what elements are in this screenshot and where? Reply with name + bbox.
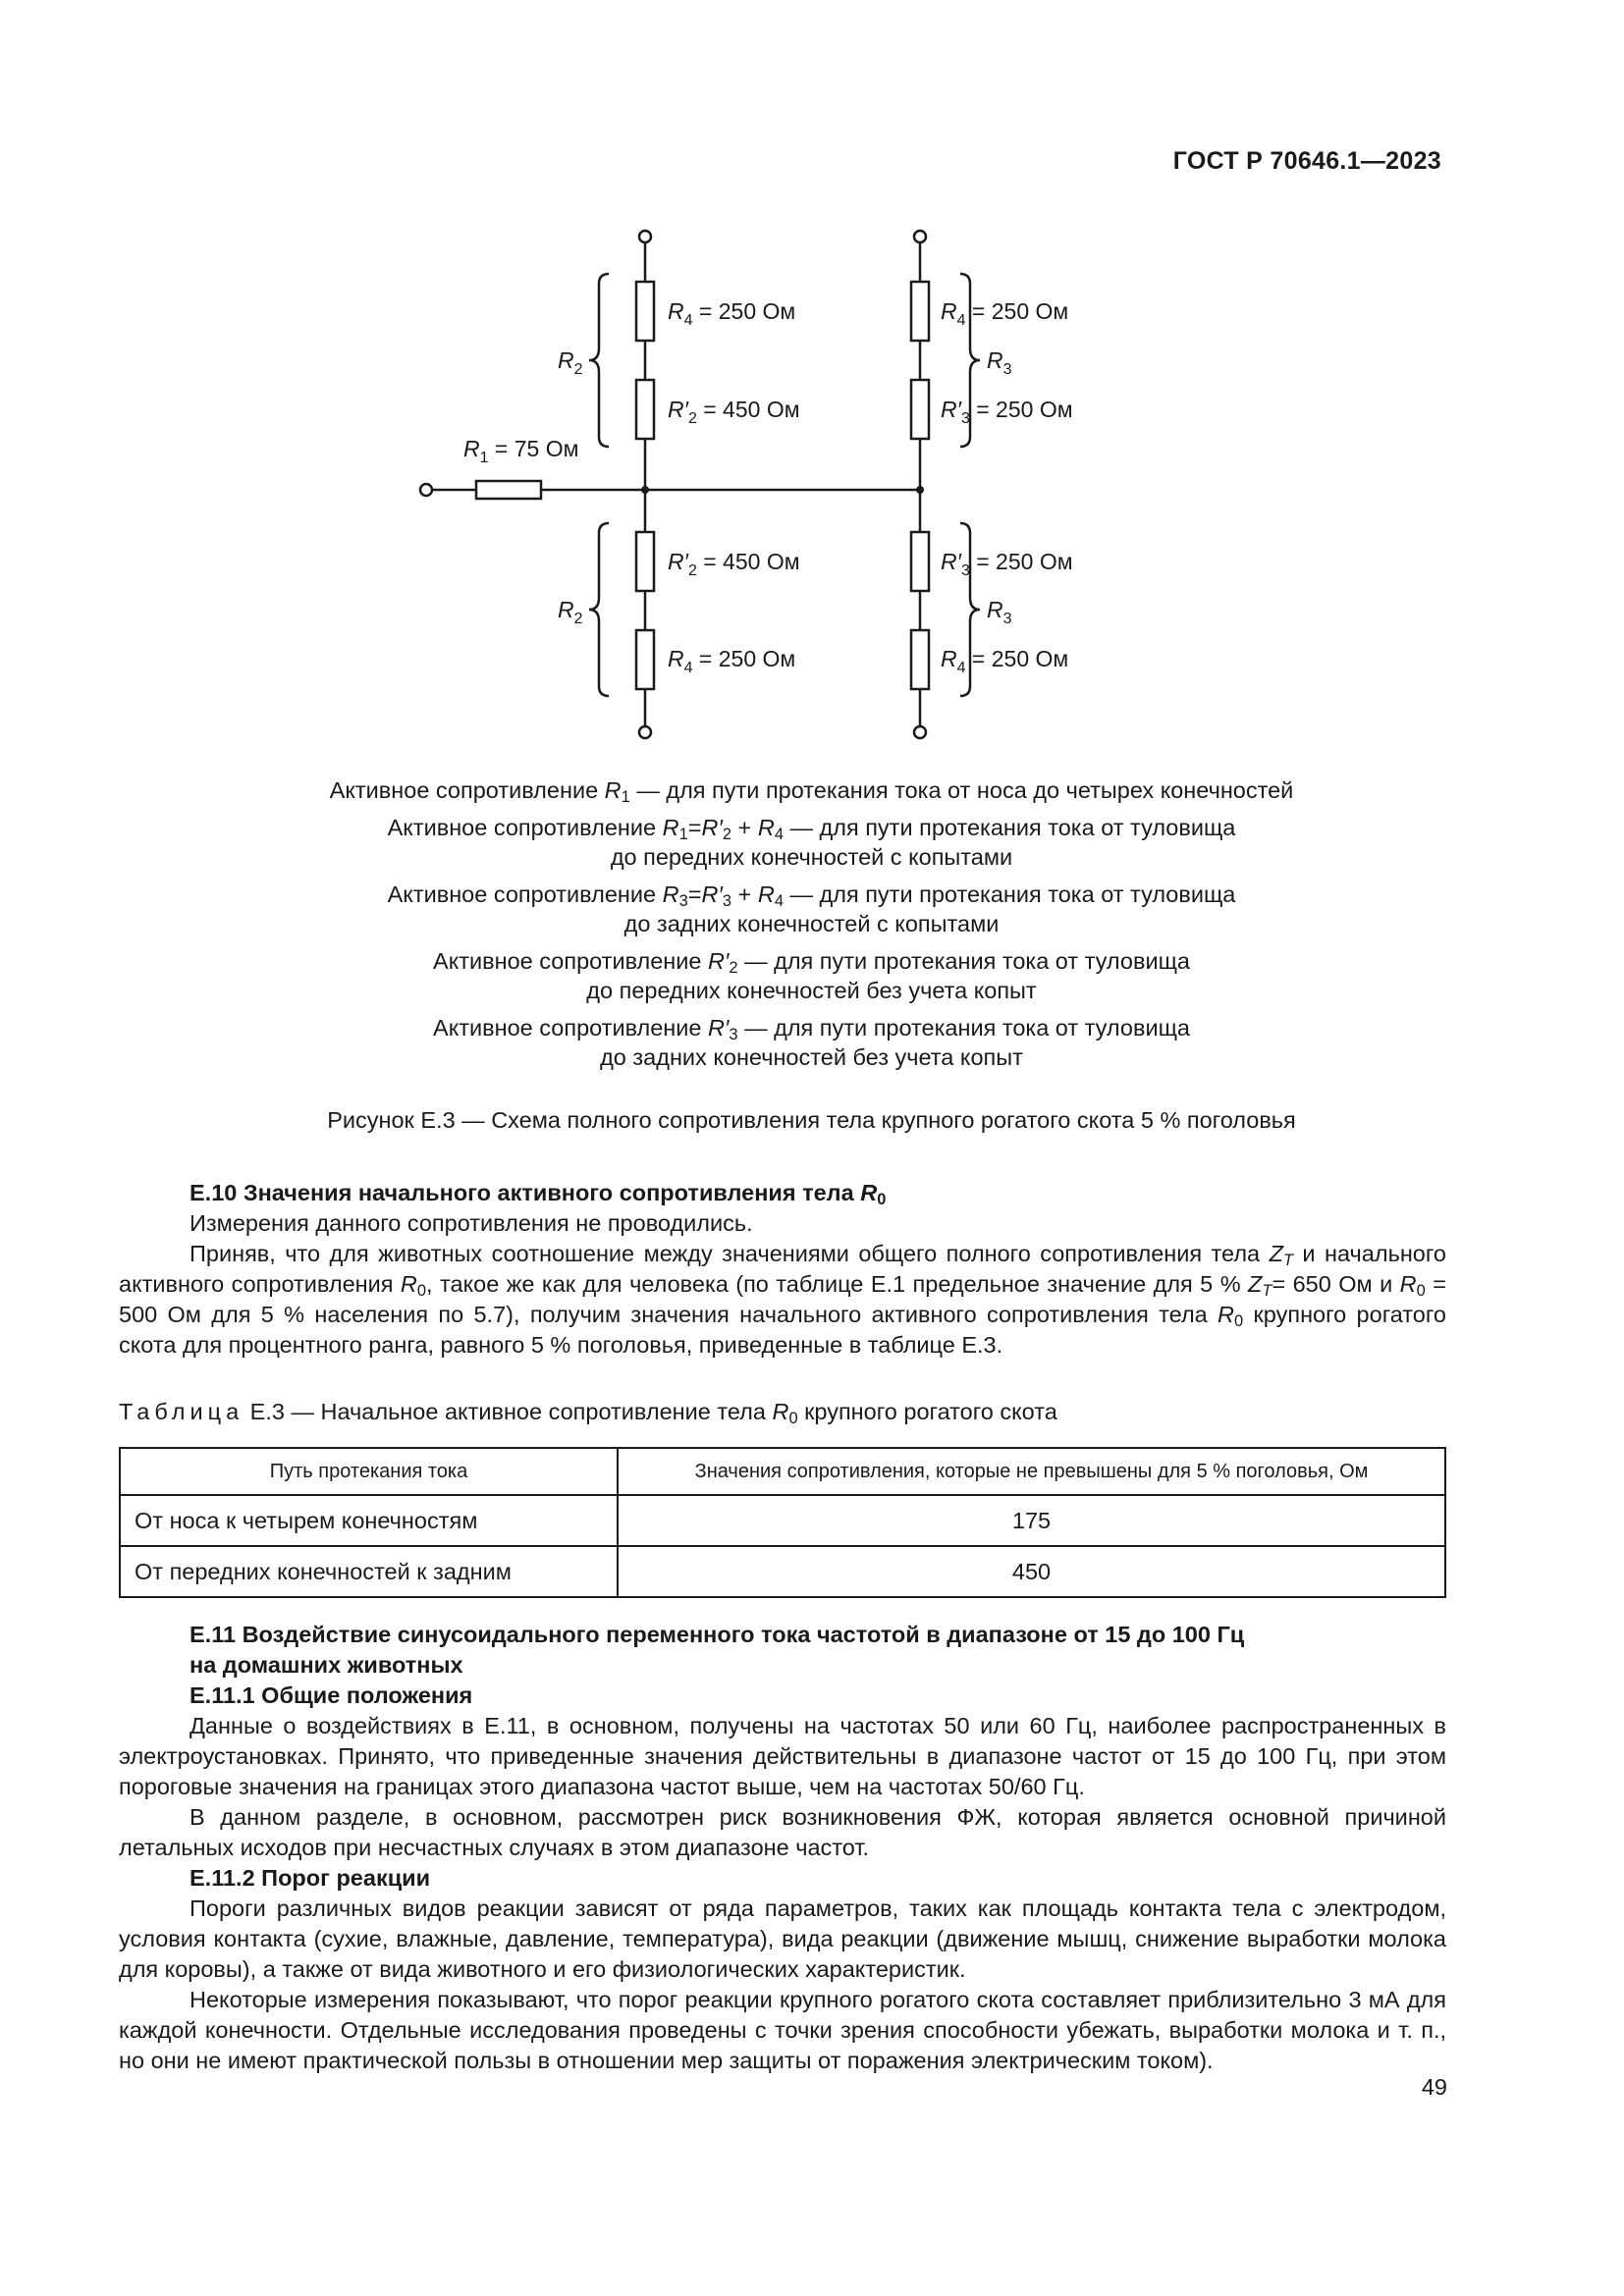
section-e10-p1: Измерения данного сопротивления не проводились. (189, 1210, 753, 1236)
brace-r2-top (589, 274, 609, 447)
section-e11-p2: В данном разделе, в основном, рассмотрен риск возникновения ФЖ, которая является основной причиной летальных исходов при несчастных случаях в этом диапазоне частот. (119, 1804, 1446, 1860)
table-header-values: Значения сопротивления, которые не превышены для 5 % поголовья, Ом (618, 1448, 1445, 1495)
label-r4-top-left: $R_4 = 250$ Ом (668, 298, 796, 329)
label-r2p-bottom-left: $R'_2 = 450$ Ом (668, 549, 800, 579)
section-e11-heading-cont: на домашних животных (189, 1652, 463, 1678)
junction-right (916, 486, 924, 494)
section-e11-p4: Некоторые измерения показывают, что порог реакции крупного рогатого скота составляет приблизительно 3 мА для каждой конечности. Отдельные исследования проведены с точки зрения способности убежать, выработки молока и т. п., но они не имеют практической пользы в отношении мер защиты от поражения электрическим током). (119, 1987, 1446, 2073)
document-header: ГОСТ Р 70646.1—2023 (1172, 147, 1441, 175)
resistor-r4-top-left (636, 282, 654, 341)
table-row (120, 1546, 1445, 1597)
terminal-bottom-right (914, 726, 926, 738)
terminal-input (420, 484, 432, 496)
table-row (120, 1495, 1445, 1546)
section-e11 (119, 1620, 1446, 2076)
legend-line-3: Активное сопротивление $R_3=R'_3 + R_4$ — для пути протекания тока от туловища до задних конечностей с копытами (387, 881, 1236, 936)
resistor-r4-top-right (911, 282, 929, 341)
table-caption: Таблица Е.3 — Начальное активное сопротивление тела $R_0$ крупного рогатого скота (119, 1399, 1057, 1427)
legend-line-5: Активное сопротивление $R'_3$ — для пути протекания тока от туловища до задних конечностей без учета копыт (433, 1015, 1190, 1070)
legend-line-4: Активное сопротивление $R'_2$ — для пути протекания тока от туловища до передних конечностей без учета копыт (433, 948, 1190, 1003)
figure-legend (177, 775, 1446, 1080)
label-r1: $R_1 = 75$ Ом (463, 436, 579, 466)
brace-label-r3-bottom: $R_3$ (987, 597, 1012, 627)
legend-line-2: Активное сопротивление $R_1=R'_2 + R_4$ — для пути протекания тока от туловища до передних конечностей с копытами (387, 815, 1236, 870)
terminal-bottom-left (639, 726, 651, 738)
brace-r2-bottom (589, 523, 609, 696)
resistor-r4-bottom-right (911, 630, 929, 689)
resistor-r4-bottom-left (636, 630, 654, 689)
section-e11-p1: Данные о воздействиях в Е.11, в основном, получены на частотах 50 или 60 Гц, наиболее распространенных в электроустановках. Принято, что приведенные значения действительны в диапазоне частот от 15 до 100 Гц, при этом пороговые значения на границах этого диапазона частот выше, чем на частотах 50/60 Гц. (119, 1713, 1446, 1799)
table-header-path: Путь протекания тока (120, 1448, 618, 1495)
brace-label-r2-bottom: $R_2$ (558, 597, 583, 627)
section-e11-p3: Пороги различных видов реакции зависят от ряда параметров, таких как площадь контакта тела с электродом, условия контакта (сухие, влажные, давление, температура), вида реакции (движение мышц, снижение выработки молока для коровы), а также от вида животного и его физиологических характеристик. (119, 1896, 1446, 1982)
resistance-table (119, 1447, 1446, 1598)
table-cell: 175 (618, 1495, 1445, 1546)
label-r4-bottom-right: $R_4 = 250$ Ом (941, 646, 1069, 676)
section-e10-heading: Е.10 Значения начального активного сопротивления тела $R_0$ (189, 1180, 887, 1208)
table-cell: От передних конечностей к задним (120, 1546, 618, 1597)
label-r4-bottom-left: $R_4 = 250$ Ом (668, 646, 796, 676)
terminal-top-left (639, 231, 651, 242)
figure-caption: Рисунок Е.3 — Схема полного сопротивления тела крупного рогатого скота 5 % поголовья (327, 1107, 1296, 1133)
label-r2p-top-left: $R'_2 = 450$ Ом (668, 397, 800, 427)
table-header-row (120, 1448, 1445, 1495)
circuit-diagram (373, 221, 1237, 751)
section-e11-2-heading: Е.11.2 Порог реакции (189, 1865, 431, 1891)
section-e10-p2: Приняв, что для животных соотношение между значениями общего полного сопротивления тела $Z_T$ и начального активного сопротивления $R_0$, такое же как для человека (по таблице Е.1 предельное значение для 5 % $Z_T= 650$ Ом и $R_0 = 500$ Ом для 5 % населения по 5.7), получим значения начального активного сопротивления тела $R_0$ крупного рогатого скота для процентного ранга, равного 5 % поголовья, приведенные в таблице Е.3. (119, 1241, 1447, 1358)
resistor-r1 (476, 481, 541, 499)
label-r4-top-right: $R_4 = 250$ Ом (941, 298, 1069, 329)
brace-label-r3-top: $R_3$ (987, 347, 1012, 378)
section-e11-1-heading: Е.11.1 Общие положения (189, 1682, 473, 1708)
terminal-top-right (914, 231, 926, 242)
resistor-r3p-bottom-right (911, 532, 929, 591)
table-cell: 450 (618, 1546, 1445, 1597)
section-e10 (119, 1178, 1446, 1361)
table-cell: От носа к четырем конечностям (120, 1495, 618, 1546)
junction-left (641, 486, 649, 494)
page-number: 49 (1421, 2074, 1447, 2100)
label-r3p-top-right: $R'_3 = 250$ Ом (941, 397, 1073, 427)
resistor-r3p-top-right (911, 380, 929, 439)
resistor-r2p-top-left (636, 380, 654, 439)
brace-label-r2-top: $R_2$ (558, 347, 583, 378)
section-e11-heading: Е.11 Воздействие синусоидального переменного тока частотой в диапазоне от 15 до 100 Гц (189, 1622, 1245, 1647)
legend-line-1: Активное сопротивление $R_1$ — для пути протекания тока от носа до четырех конечностей (329, 777, 1294, 806)
label-r3p-bottom-right: $R'_3 = 250$ Ом (941, 549, 1073, 579)
resistor-r2p-bottom-left (636, 532, 654, 591)
